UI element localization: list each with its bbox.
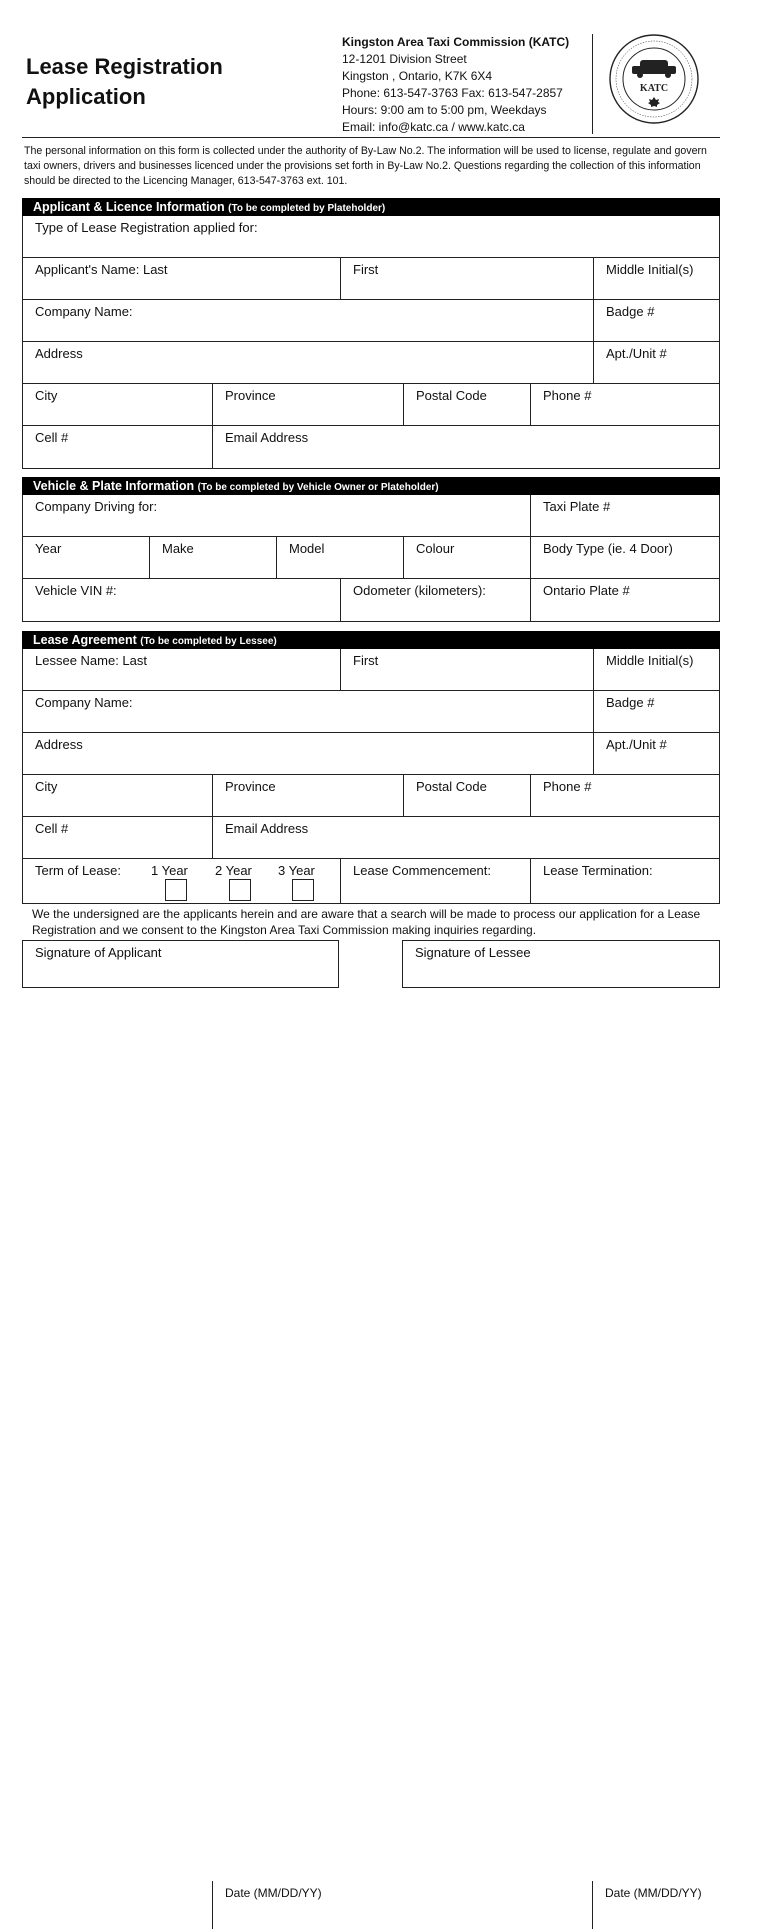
title-line-2: Application — [26, 84, 146, 109]
ontario-plate-field[interactable]: Ontario Plate # — [530, 579, 719, 621]
lessee-province-field[interactable]: Province — [212, 775, 403, 816]
lessee-cell-field[interactable]: Cell # — [35, 821, 69, 836]
privacy-notice: The personal information on this form is collected under the authority of By-Law No.2. The information will be used to license, regulate and govern taxi owners, drivers and businesses licenced under the provisions set forth in By-Law No.2. Questions regarding the collection of this information should be directed to the Licencing Manager, 613-547-3763 ext. 101. — [24, 145, 707, 187]
lessee-apt-field[interactable]: Apt./Unit # — [593, 733, 719, 774]
lease-type-row — [23, 216, 719, 258]
form-title — [26, 52, 223, 112]
title-line-1: Lease Registration — [26, 54, 223, 79]
lessee-postal-field[interactable]: Postal Code — [403, 775, 530, 816]
company-driving-for-field[interactable]: Company Driving for: — [35, 499, 158, 514]
applicant-date-field[interactable]: Date (MM/DD/YY) — [212, 1881, 340, 1929]
applicant-first-name-field[interactable]: First — [340, 258, 593, 299]
lease-term-label: Term of Lease: — [35, 863, 121, 878]
term-1-year-checkbox[interactable] — [165, 879, 187, 901]
applicant-section — [22, 216, 720, 469]
applicant-city-row — [23, 384, 719, 426]
applicant-postal-field[interactable]: Postal Code — [403, 384, 530, 425]
term-1-year-label: 1 Year — [151, 863, 188, 878]
lessee-city-row — [23, 775, 719, 817]
applicant-province-field[interactable]: Province — [212, 384, 403, 425]
vehicle-section-heading — [22, 477, 720, 495]
lessee-middle-initial-field[interactable]: Middle Initial(s) — [593, 649, 719, 690]
consent-statement: We the undersigned are the applicants herein and are aware that a search will be made to process our application for a Lease Registration and we consent to the Kingston Area Taxi Commission making inquiries regarding. — [32, 907, 701, 937]
lessee-first-name-field[interactable]: First — [340, 649, 593, 690]
term-3-year-label: 3 Year — [278, 863, 315, 878]
applicant-signature-box[interactable] — [22, 940, 339, 1900]
lessee-company-field[interactable]: Company Name: — [35, 695, 133, 710]
lessee-date-field[interactable]: Date (MM/DD/YY) — [592, 1881, 721, 1929]
vehicle-model-field[interactable]: Model — [276, 537, 403, 578]
lessee-email-field[interactable]: Email Address — [212, 817, 719, 858]
term-3-year-checkbox[interactable] — [292, 879, 314, 901]
applicant-last-name-field[interactable]: Applicant's Name: Last — [35, 262, 168, 277]
vehicle-make-field[interactable]: Make — [149, 537, 276, 578]
applicant-address-row — [23, 342, 719, 384]
header-divider — [592, 34, 593, 134]
lessee-phone-field[interactable]: Phone # — [530, 775, 719, 816]
org-email-web: Email: info@katc.ca / www.katc.ca — [342, 120, 525, 134]
lease-term-row — [23, 859, 719, 903]
lessee-signature-label: Signature of Lessee — [415, 945, 531, 960]
term-2-year-checkbox[interactable] — [229, 879, 251, 901]
vehicle-heading-text: Vehicle & Plate Information — [33, 479, 195, 493]
org-address-1: 12-1201 Division Street — [342, 52, 467, 66]
vehicle-section — [22, 495, 720, 622]
vehicle-colour-field[interactable]: Colour — [403, 537, 530, 578]
applicant-company-field[interactable]: Company Name: — [35, 304, 133, 319]
taxi-plate-field[interactable]: Taxi Plate # — [530, 495, 719, 536]
lease-section — [22, 649, 720, 904]
applicant-email-field[interactable]: Email Address — [212, 426, 719, 468]
applicant-phone-field[interactable]: Phone # — [530, 384, 719, 425]
org-phone-fax: Phone: 613-547-3763 Fax: 613-547-2857 — [342, 86, 563, 100]
svg-text:KATC: KATC — [639, 83, 669, 94]
applicant-heading-note: (To be completed by Plateholder) — [228, 203, 386, 214]
lessee-company-row — [23, 691, 719, 733]
vehicle-vin-field[interactable]: Vehicle VIN #: — [35, 583, 117, 598]
applicant-city-field[interactable]: City — [35, 388, 58, 403]
vehicle-body-type-field[interactable]: Body Type (ie. 4 Door) — [530, 537, 719, 578]
lease-termination-field[interactable]: Lease Termination: — [530, 859, 719, 903]
applicant-address-field[interactable]: Address — [35, 346, 83, 361]
lessee-last-name-field[interactable]: Lessee Name: Last — [35, 653, 148, 668]
lessee-address-row — [23, 733, 719, 775]
lessee-badge-field[interactable]: Badge # — [593, 691, 719, 732]
lease-section-heading — [22, 631, 720, 649]
vehicle-company-row — [23, 495, 719, 537]
applicant-contact-row — [23, 426, 719, 468]
applicant-apt-field[interactable]: Apt./Unit # — [593, 342, 719, 383]
org-name: Kingston Area Taxi Commission (KATC) — [342, 35, 570, 49]
lessee-name-row — [23, 649, 719, 691]
lessee-signature-box[interactable] — [402, 940, 720, 1900]
applicant-heading-text: Applicant & Licence Information — [33, 200, 225, 214]
applicant-company-row — [23, 300, 719, 342]
org-contact-block — [342, 34, 569, 136]
term-2-year-label: 2 Year — [215, 863, 252, 878]
applicant-cell-field[interactable]: Cell # — [35, 430, 69, 445]
vehicle-details-row — [23, 537, 719, 579]
lessee-city-field[interactable]: City — [35, 779, 58, 794]
vehicle-heading-note: (To be completed by Vehicle Owner or Plateholder) — [197, 482, 439, 493]
applicant-middle-initial-field[interactable]: Middle Initial(s) — [593, 258, 719, 299]
org-address-2: Kingston , Ontario, K7K 6X4 — [342, 69, 493, 83]
lease-heading-text: Lease Agreement — [33, 633, 137, 647]
vehicle-id-row — [23, 579, 719, 621]
lease-commencement-field[interactable]: Lease Commencement: — [340, 859, 530, 903]
lessee-address-field[interactable]: Address — [35, 737, 83, 752]
org-hours: Hours: 9:00 am to 5:00 pm, Weekdays — [342, 103, 547, 117]
applicant-section-heading — [22, 198, 720, 216]
lease-term-group — [23, 859, 340, 903]
vehicle-odometer-field[interactable]: Odometer (kilometers): — [340, 579, 530, 621]
katc-seal-logo — [608, 33, 700, 125]
lessee-contact-row — [23, 817, 719, 859]
applicant-name-row — [23, 258, 719, 300]
header-rule — [22, 137, 720, 138]
lease-type-field[interactable]: Type of Lease Registration applied for: — [35, 220, 258, 235]
applicant-badge-field[interactable]: Badge # — [593, 300, 719, 341]
vehicle-year-field[interactable]: Year — [35, 541, 62, 556]
applicant-signature-label: Signature of Applicant — [35, 945, 162, 960]
lease-heading-note: (To be completed by Lessee) — [140, 636, 277, 647]
